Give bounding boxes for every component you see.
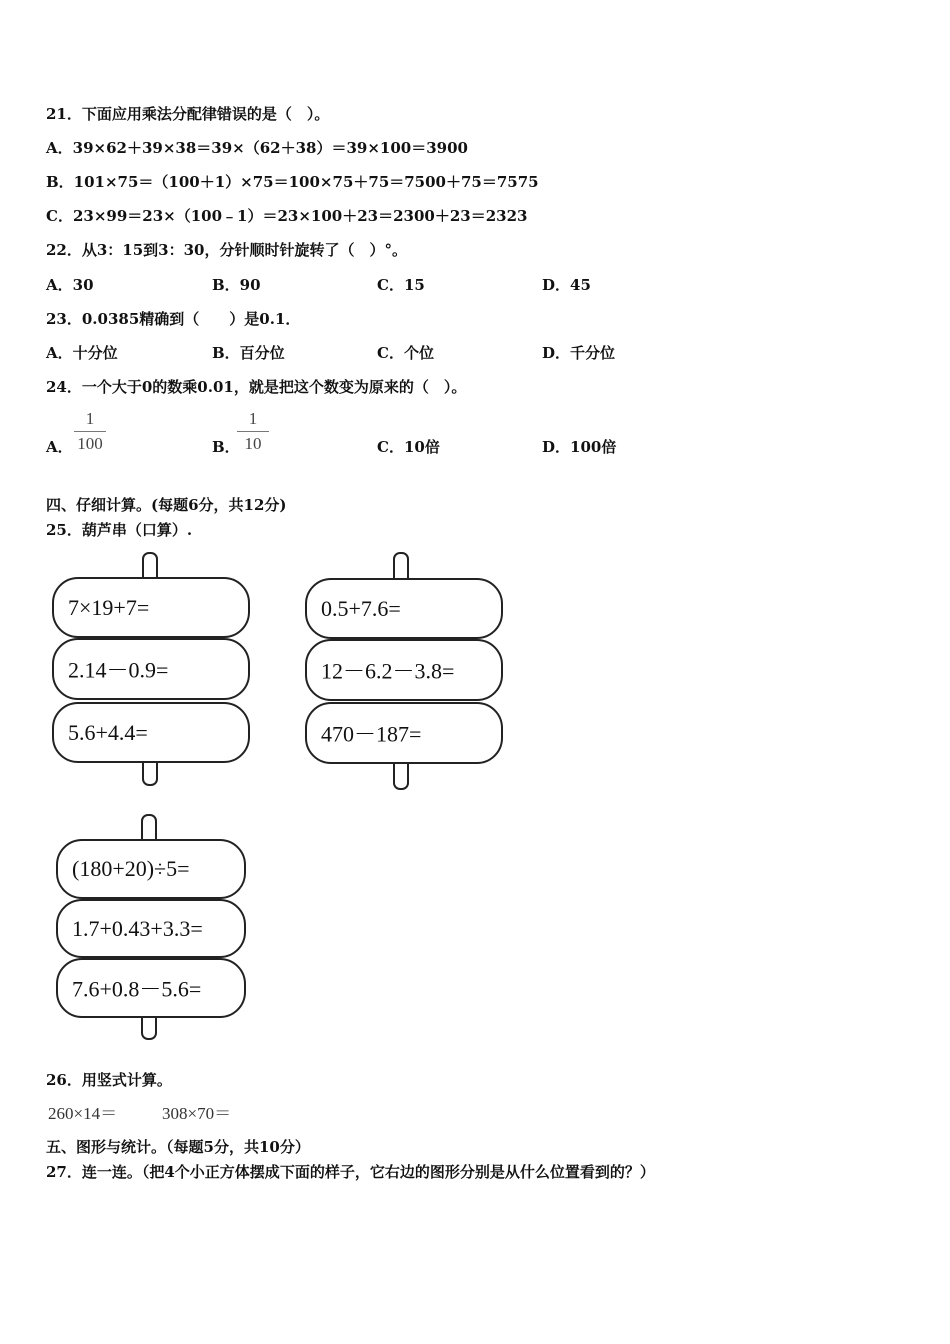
q21-option-b: B．101×75＝（100＋1）×75＝100×75＋75＝7500＋75＝7575 bbox=[46, 173, 539, 191]
expression: 7×19+7= bbox=[68, 594, 150, 620]
q26-expression-1: 260×14＝ bbox=[48, 1104, 118, 1123]
skewer-2-ball-3 bbox=[305, 702, 503, 764]
q24-option-a-fraction bbox=[74, 409, 106, 454]
q23-option-a: A．十分位 bbox=[46, 344, 118, 362]
q24-option-b-fraction bbox=[237, 409, 269, 454]
skewer-1-ball-2 bbox=[52, 638, 250, 700]
q22-option-b: B．90 bbox=[212, 276, 261, 294]
q24-stem: 24．一个大于0的数乘0.01，就是把这个数变为原来的（ ）。 bbox=[46, 378, 467, 396]
fraction-numerator: 1 bbox=[85, 409, 95, 428]
skewer-3-ball-1 bbox=[56, 839, 246, 899]
q27-stem: 27．连一连。（把4个小正方体摆成下面的样子，它右边的图形分别是从什么位置看到的？） bbox=[46, 1163, 655, 1181]
q22-option-c: C．15 bbox=[377, 276, 425, 294]
skewer-1-ball-3 bbox=[52, 702, 250, 763]
q23-stem: 23．0.0385精确到（ ）是0.1． bbox=[46, 310, 301, 328]
expression: 5.6+4.4= bbox=[68, 719, 148, 745]
q21-option-a: A．39×62＋39×38＝39×（62＋38）＝39×100＝3900 bbox=[46, 139, 468, 157]
expression: 0.5+7.6= bbox=[321, 595, 401, 621]
skewer-2-ball-2 bbox=[305, 639, 503, 701]
q24-option-b-label: B． bbox=[212, 438, 240, 456]
q24-option-d: D．100倍 bbox=[542, 438, 617, 456]
q25-stem: 25．葫芦串（口算）. bbox=[46, 521, 193, 539]
q21-stem: 21．下面应用乘法分配律错误的是（ ）。 bbox=[46, 105, 330, 123]
expression: 7.6+0.8－5.6= bbox=[72, 976, 202, 1002]
fraction-bar bbox=[237, 431, 269, 432]
expression: (180+20)÷5= bbox=[72, 856, 190, 881]
expression: 470－187= bbox=[321, 721, 422, 747]
q23-option-b: B．百分位 bbox=[212, 344, 285, 362]
q24-option-c: C．10倍 bbox=[377, 438, 440, 456]
fraction-denominator: 100 bbox=[77, 434, 103, 453]
q24-option-a-label: A． bbox=[46, 438, 73, 456]
q22-option-a: A．30 bbox=[46, 276, 94, 294]
q22-option-d: D．45 bbox=[542, 276, 591, 294]
expression: 12－6.2－3.8= bbox=[321, 658, 455, 684]
expression: 1.7+0.43+3.3= bbox=[72, 915, 203, 941]
skewer-3-ball-3 bbox=[56, 958, 246, 1018]
q26-expression-2: 308×70＝ bbox=[162, 1104, 232, 1123]
q23-option-d: D．千分位 bbox=[542, 344, 616, 362]
q26-stem: 26．用竖式计算。 bbox=[46, 1071, 172, 1089]
section-4-heading: 四、仔细计算。(每题6分，共12分) bbox=[46, 496, 287, 514]
q22-stem: 22．从3：15到3：30，分针顺时针旋转了（ ）°。 bbox=[46, 241, 407, 259]
q23-option-c: C．个位 bbox=[377, 344, 434, 362]
fraction-numerator: 1 bbox=[248, 409, 258, 428]
expression: 2.14－0.9= bbox=[68, 657, 169, 683]
fraction-bar bbox=[74, 431, 106, 432]
fraction-denominator: 10 bbox=[244, 434, 262, 453]
q21-option-c: C．23×99＝23×（100﹣1）＝23×100＋23＝2300＋23＝2323 bbox=[46, 207, 528, 225]
section-5-heading: 五、图形与统计。（每题5分，共10分） bbox=[46, 1138, 310, 1156]
skewer-2-ball-1 bbox=[305, 578, 503, 639]
skewer-3-ball-2 bbox=[56, 899, 246, 958]
skewer-1-ball-1 bbox=[52, 577, 250, 638]
